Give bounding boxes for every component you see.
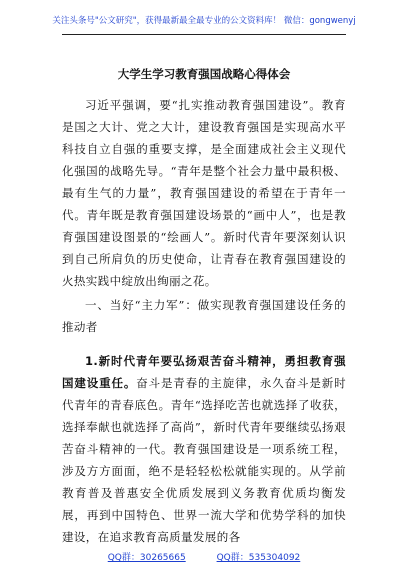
- point-lead: 1.新时代青年要弘扬艰苦奋斗精神，勇担教育强国建设重任。: [62, 354, 346, 390]
- point-paragraph: [62, 350, 346, 548]
- footer: [0, 550, 408, 563]
- header-note: 关注头条号"公文研究"，获得最新最全最专业的公文资料库！ 微信：gongwenyj: [52, 16, 356, 26]
- document-title: 大学生学习教育强国战略心得体会: [117, 67, 291, 81]
- intro-paragraph: 习近平强调，要“扎实推动教育强国建设”。教育是国之大计、党之大计，建设教育强国是实现高水平科技自立自强的重要支撑，是全面建成社会主义现代化强国的战略先导。“青年是整个社会力量中最积极、最有生气的力量”，教育强国建设的希望在于青年一代。青年既是教育强国建设场景的“画中人”，也是教育强国建设图景的“绘画人”。新时代青年要深刻认识到自己所肩负的历史使命，让青春在教育强国建设的火热实践中绽放出绚丽之花。: [62, 98, 346, 288]
- section-heading: 一、当好“主力军”：做实现教育强国建设任务的推动者: [62, 298, 346, 334]
- footer-qq-group-2[interactable]: QQ群：535304092: [216, 553, 301, 563]
- document-body: [62, 94, 346, 548]
- point-text: 奋斗是青春的主旋律，永久奋斗是新时代青年的青春底色。青年“选择吃苦也就选择了收获，选择奉献也就选择了高尚”，新时代青年要继续弘扬艰苦奋斗精神的一代。教育强国建设是一项系统工程，涉及方方面面，绝不是轻轻松松就能实现的。从学前教育普及普惠安全优质发展到义务教育优质均衡发展，再到中国特色、世界一流大学和优势学科的加快建设，在追求教育高质量发展的各: [62, 376, 346, 544]
- header-divider: [62, 34, 346, 35]
- footer-qq-group-1[interactable]: QQ群：30265665: [107, 553, 186, 563]
